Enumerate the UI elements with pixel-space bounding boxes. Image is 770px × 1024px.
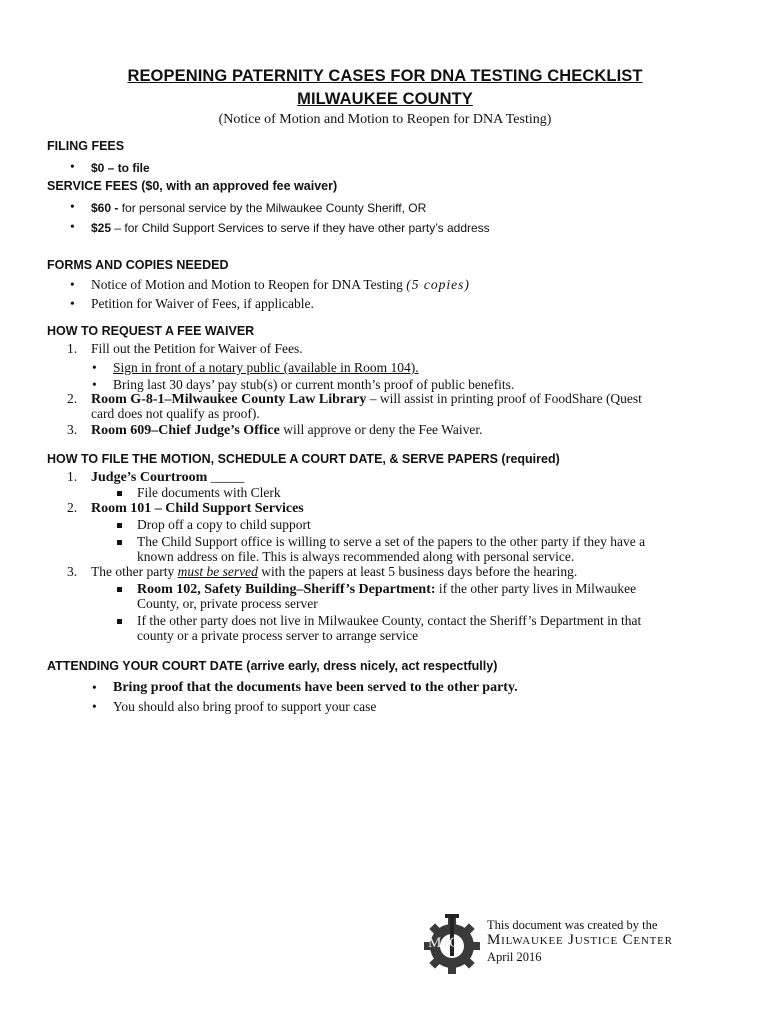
file-motion-child-support-serve: The Child Support office is willing to serve a set of the papers to the other party if they have a bbox=[137, 534, 646, 549]
service-fees-heading: SERVICE FEES ($0, with an approved fee waiver) bbox=[47, 179, 338, 193]
file-motion-sheriff: Room 102, Safety Building–Sheriff’s Department: if the other party lives in Milwaukee bbox=[137, 581, 637, 597]
document-title-county: MILWAUKEE COUNTY bbox=[297, 90, 473, 108]
forms-item-fee-waiver: Petition for Waiver of Fees, if applicable. bbox=[91, 296, 314, 311]
court-date-proof-case: You should also bring proof to support your case bbox=[113, 699, 377, 714]
court-date-heading: ATTENDING YOUR COURT DATE (arrive early, dress nicely, act respectfully) bbox=[47, 659, 498, 673]
file-motion-drop-off: Drop off a copy to child support bbox=[137, 517, 311, 532]
fee-waiver-step-2-cont: card does not qualify as proof). bbox=[91, 406, 260, 421]
fee-waiver-proof-note: Bring last 30 days’ pay stub(s) or current month’s proof of public benefits. bbox=[113, 377, 515, 392]
file-motion-step-3: The other party must be served with the papers at least 5 business days before the hearing. bbox=[91, 564, 578, 579]
step-number: 3. bbox=[67, 422, 78, 437]
square-bullet bbox=[117, 540, 122, 545]
document-title: REOPENING PATERNITY CASES FOR DNA TESTING CHECKLIST bbox=[127, 67, 643, 85]
footer-organization: Milwaukee Justice Center bbox=[487, 932, 673, 948]
fee-waiver-step-2: Room G-8-1–Milwaukee County Law Library – will assist in printing proof of FoodShare (Quest bbox=[91, 391, 642, 407]
step-number: 1. bbox=[67, 341, 78, 356]
fee-waiver-step-1: Fill out the Petition for Waiver of Fees. bbox=[91, 341, 303, 356]
bullet: • bbox=[92, 377, 97, 392]
court-date-proof-served: Bring proof that the documents have been served to the other party. bbox=[113, 680, 518, 695]
service-fee-item-child-support: $25 – for Child Support Services to serve if they have other party’s address bbox=[91, 221, 490, 235]
file-motion-sheriff-cont: County, or, private process server bbox=[137, 596, 318, 611]
fee-waiver-notary-note: Sign in front of a notary public (available in Room 104). bbox=[113, 360, 419, 375]
square-bullet bbox=[117, 619, 122, 624]
step-number: 2. bbox=[67, 500, 78, 515]
footer-created-by: This document was created by the bbox=[487, 918, 658, 932]
file-motion-step-2: Room 101 – Child Support Services bbox=[91, 501, 304, 516]
file-motion-out-of-county: If the other party does not live in Milwaukee County, contact the Sheriff’s Department in that bbox=[137, 613, 642, 628]
footer-date: April 2016 bbox=[487, 950, 542, 964]
fee-waiver-heading: HOW TO REQUEST A FEE WAIVER bbox=[47, 324, 255, 338]
service-fee-item-sheriff: $60 - for personal service by the Milwaukee County Sheriff, OR bbox=[91, 201, 427, 215]
file-motion-step-1: Judge’s Courtroom _____ bbox=[91, 469, 245, 485]
bullet: • bbox=[70, 277, 75, 292]
square-bullet bbox=[117, 491, 122, 496]
bullet: • bbox=[92, 360, 97, 375]
filing-fee-item: $0 – to file bbox=[91, 161, 150, 175]
step-number: 2. bbox=[67, 391, 78, 406]
bullet: • bbox=[70, 296, 75, 311]
bullet: • bbox=[92, 699, 97, 714]
logo-text: MJC bbox=[428, 935, 461, 951]
file-motion-heading: HOW TO FILE THE MOTION, SCHEDULE A COURT DATE, & SERVE PAPERS (required) bbox=[47, 452, 560, 466]
forms-item-motion: Notice of Motion and Motion to Reopen for DNA Testing (5 copies) bbox=[91, 277, 470, 292]
fee-waiver-step-3: Room 609–Chief Judge’s Office will approve or deny the Fee Waiver. bbox=[91, 422, 483, 438]
square-bullet bbox=[117, 523, 122, 528]
bullet: • bbox=[70, 219, 75, 234]
bullet: • bbox=[70, 199, 75, 214]
bullet: • bbox=[70, 159, 75, 174]
file-motion-out-of-county-cont: county or a private process server to arrange service bbox=[137, 628, 419, 643]
forms-heading: FORMS AND COPIES NEEDED bbox=[47, 258, 229, 272]
file-motion-clerk: File documents with Clerk bbox=[137, 485, 281, 500]
step-number: 3. bbox=[67, 564, 78, 579]
file-motion-child-support-serve-cont: known address on file. This is always recommended along with personal service. bbox=[137, 549, 575, 564]
bullet: • bbox=[92, 680, 97, 695]
step-number: 1. bbox=[67, 469, 78, 484]
document-subtitle: (Notice of Motion and Motion to Reopen for DNA Testing) bbox=[218, 112, 552, 127]
square-bullet bbox=[117, 587, 122, 592]
filing-fees-heading: FILING FEES bbox=[47, 139, 125, 153]
